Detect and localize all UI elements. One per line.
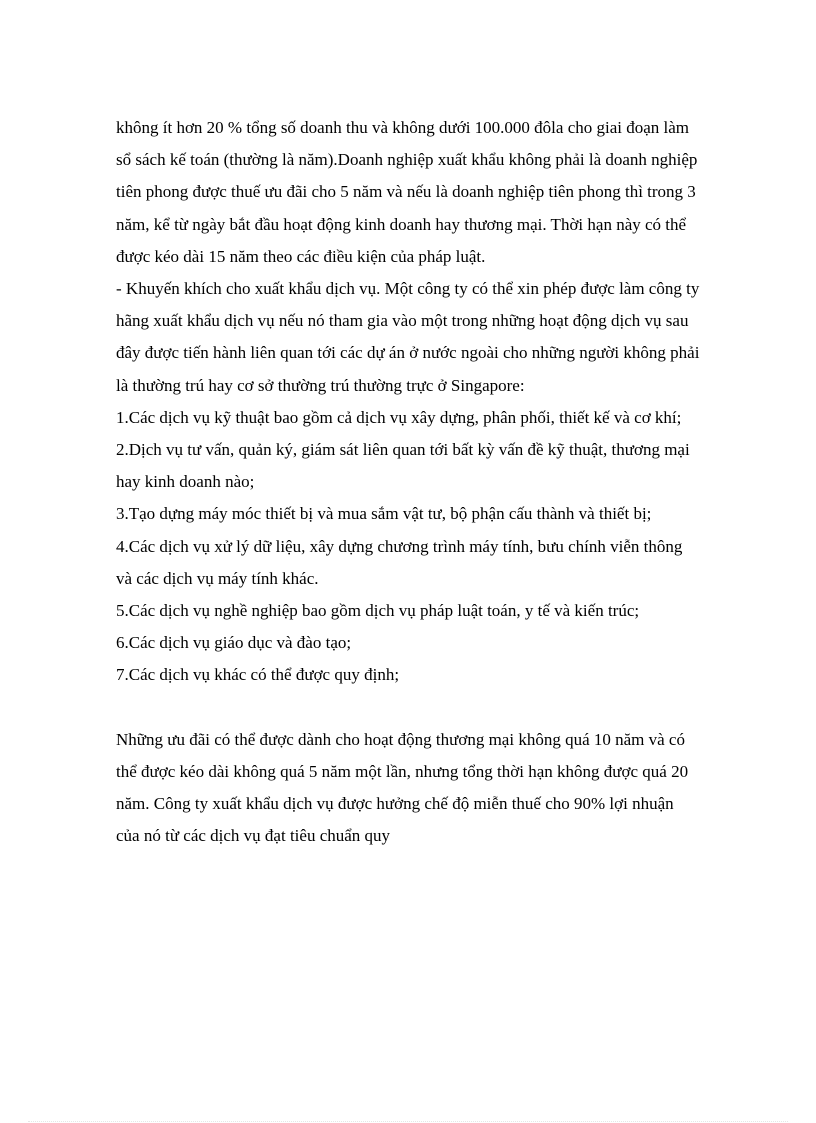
list-item-7: 7.Các dịch vụ khác có thể được quy định; — [116, 665, 400, 685]
paragraph-1: không ít hơn 20 % tổng số doanh thu và không dưới 100.000 đôla cho giai đoạn làm sổ sách kế toán (thường là năm).Doanh nghiệp xuất khẩu không phải là doanh nghiệp tiên phong được thuế ưu đãi cho 5 năm và nếu là doanh nghiệp tiên phong thì trong 3 năm, kể từ ngày bắt đầu hoạt động kinh doanh hay thương mại. Thời hạn này có thể được kéo dài 15 năm theo các điều kiện của pháp luật. — [116, 118, 698, 266]
list-item-5: 5.Các dịch vụ nghề nghiệp bao gồm dịch vụ pháp luật toán, y tế và kiến trúc; — [116, 601, 640, 621]
page-edge-divider — [28, 1121, 788, 1122]
list-item-6: 6.Các dịch vụ giáo dục và đào tạo; — [116, 633, 352, 653]
list-item-3: 3.Tạo dựng máy móc thiết bị và mua sắm vật tư, bộ phận cấu thành và thiết bị; — [116, 504, 652, 524]
blank-line — [116, 692, 701, 724]
list-item-1: 1.Các dịch vụ kỹ thuật bao gồm cả dịch vụ xây dựng, phân phối, thiết kế và cơ khí; — [116, 407, 682, 427]
body-text — [116, 112, 701, 853]
list-item-2: 2.Dịch vụ tư vấn, quản ký, giám sát liên quan tới bất kỳ vấn đề kỹ thuật, thương mại hay kinh doanh nào; — [116, 440, 690, 492]
paragraph-2: - Khuyến khích cho xuất khẩu dịch vụ. Một công ty có thể xin phép được làm công ty hãng xuất khẩu dịch vụ nếu nó tham gia vào một trong những hoạt động dịch vụ sau đây được tiến hành liên quan tới các dự án ở nước ngoài cho những người không phải là thường trú hay cơ sở thường trú thường trực ở Singapore: — [116, 279, 700, 395]
paragraph-3: Những ưu đãi có thể được dành cho hoạt động thương mại không quá 10 năm và có thể được kéo dài không quá 5 năm một lần, nhưng tổng thời hạn không được quá 20 năm. Công ty xuất khẩu dịch vụ được hưởng chế độ miễn thuế cho 90% lợi nhuận của nó từ các dịch vụ đạt tiêu chuẩn quy — [116, 729, 689, 846]
list-item-4: 4.Các dịch vụ xử lý dữ liệu, xây dựng chương trình máy tính, bưu chính viễn thông và các dịch vụ máy tính khác. — [116, 536, 683, 588]
